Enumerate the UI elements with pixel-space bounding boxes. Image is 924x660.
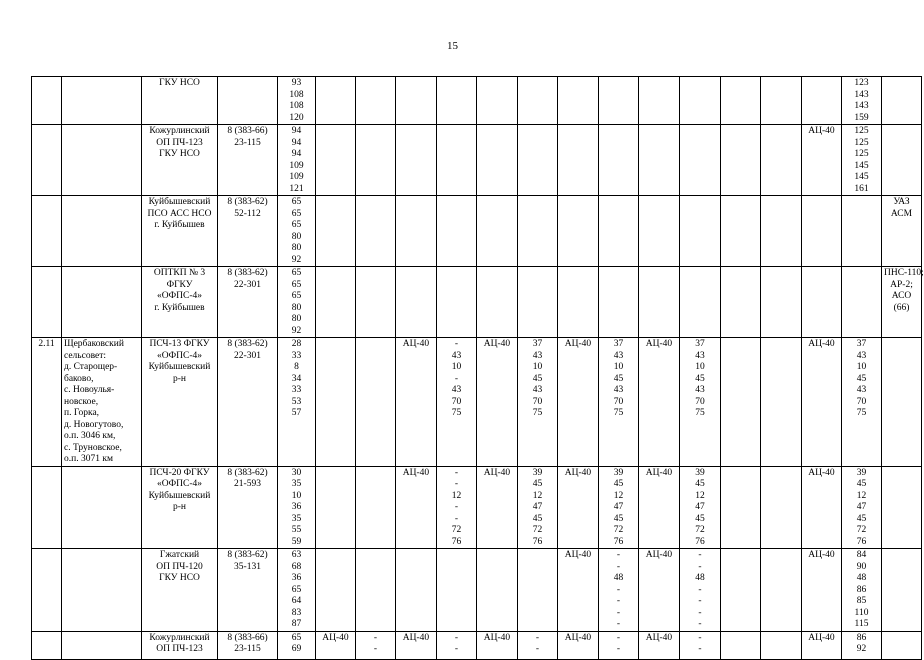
cell-id bbox=[32, 77, 62, 125]
cell-c16: 123 143 143 159 bbox=[842, 77, 882, 125]
cell-c6 bbox=[518, 196, 558, 267]
cell-c16 bbox=[842, 267, 882, 338]
cell-times: 65 65 65 80 80 92 bbox=[278, 267, 316, 338]
cell-times: 30 35 10 36 35 55 59 bbox=[278, 466, 316, 549]
cell-c4: - - bbox=[437, 631, 477, 659]
cell-extra bbox=[882, 77, 922, 125]
cell-c3 bbox=[396, 549, 437, 632]
cell-c8 bbox=[599, 77, 639, 125]
cell-c7: АЦ-40 bbox=[558, 466, 599, 549]
cell-times: 65 65 65 80 80 92 bbox=[278, 196, 316, 267]
cell-c15: АЦ-40 bbox=[802, 631, 842, 659]
cell-c9 bbox=[639, 196, 680, 267]
cell-c3 bbox=[396, 267, 437, 338]
cell-phone: 8 (383-62) 22-301 bbox=[218, 267, 278, 338]
table-row bbox=[32, 338, 922, 467]
cell-c5 bbox=[477, 125, 518, 196]
cell-c7 bbox=[558, 196, 599, 267]
cell-c7 bbox=[558, 77, 599, 125]
cell-c9: АЦ-40 bbox=[639, 338, 680, 467]
cell-times: 28 33 8 34 33 53 57 bbox=[278, 338, 316, 467]
cell-unit: ОПТКП № 3 ФГКУ «ОФПС-4» г. Куйбышев bbox=[142, 267, 218, 338]
cell-c12 bbox=[761, 267, 802, 338]
table-row bbox=[32, 77, 922, 125]
cell-c11 bbox=[721, 125, 761, 196]
cell-extra bbox=[882, 338, 922, 467]
page-number: 15 bbox=[447, 40, 458, 52]
cell-unit: Кожурлинский ОП ПЧ-123 bbox=[142, 631, 218, 659]
cell-c7: АЦ-40 bbox=[558, 549, 599, 632]
cell-c5: АЦ-40 bbox=[477, 631, 518, 659]
cell-c1 bbox=[316, 77, 356, 125]
cell-c15: АЦ-40 bbox=[802, 338, 842, 467]
cell-c2 bbox=[356, 338, 396, 467]
cell-c7: АЦ-40 bbox=[558, 631, 599, 659]
cell-unit: Куйбышевский ПСО АСС НСО г. Куйбышев bbox=[142, 196, 218, 267]
cell-c2: - - bbox=[356, 631, 396, 659]
cell-extra bbox=[882, 125, 922, 196]
cell-c16: 125 125 125 145 145 161 bbox=[842, 125, 882, 196]
cell-extra bbox=[882, 549, 922, 632]
cell-c9 bbox=[639, 267, 680, 338]
cell-c11 bbox=[721, 267, 761, 338]
cell-c10 bbox=[680, 267, 721, 338]
cell-c11 bbox=[721, 338, 761, 467]
cell-settlement: Щербаковский сельсовет: д. Старощер- баково, с. Новоулья- новское, п. Горка, д. Новогутово, о.п. 3046 км, с. Труновское, о.п. 3071 км bbox=[62, 338, 142, 467]
cell-c10: 37 43 10 45 43 70 75 bbox=[680, 338, 721, 467]
cell-c3 bbox=[396, 77, 437, 125]
cell-c7: АЦ-40 bbox=[558, 338, 599, 467]
cell-c9: АЦ-40 bbox=[639, 466, 680, 549]
cell-c11 bbox=[721, 196, 761, 267]
cell-c1 bbox=[316, 338, 356, 467]
cell-c15 bbox=[802, 196, 842, 267]
cell-c6: - - bbox=[518, 631, 558, 659]
cell-c12 bbox=[761, 466, 802, 549]
cell-c15: АЦ-40 bbox=[802, 466, 842, 549]
cell-c5 bbox=[477, 77, 518, 125]
cell-c2 bbox=[356, 267, 396, 338]
cell-c8: 39 45 12 47 45 72 76 bbox=[599, 466, 639, 549]
cell-c12 bbox=[761, 196, 802, 267]
cell-c4 bbox=[437, 549, 477, 632]
cell-c9: АЦ-40 bbox=[639, 631, 680, 659]
cell-settlement bbox=[62, 631, 142, 659]
cell-c4 bbox=[437, 125, 477, 196]
cell-times: 94 94 94 109 109 121 bbox=[278, 125, 316, 196]
cell-id bbox=[32, 549, 62, 632]
cell-phone bbox=[218, 77, 278, 125]
cell-settlement bbox=[62, 196, 142, 267]
cell-c9: АЦ-40 bbox=[639, 549, 680, 632]
cell-settlement bbox=[62, 125, 142, 196]
cell-c5: АЦ-40 bbox=[477, 338, 518, 467]
cell-c11 bbox=[721, 631, 761, 659]
cell-c12 bbox=[761, 631, 802, 659]
cell-phone: 8 (383-62) 22-301 bbox=[218, 338, 278, 467]
cell-c3 bbox=[396, 196, 437, 267]
cell-phone: 8 (383-62) 52-112 bbox=[218, 196, 278, 267]
cell-c1 bbox=[316, 466, 356, 549]
table-row bbox=[32, 549, 922, 632]
cell-c10: - - 48 - - - - bbox=[680, 549, 721, 632]
cell-c2 bbox=[356, 549, 396, 632]
cell-c1 bbox=[316, 267, 356, 338]
cell-c3 bbox=[396, 125, 437, 196]
cell-unit: ПСЧ-20 ФГКУ «ОФПС-4» Куйбышевский р-н bbox=[142, 466, 218, 549]
cell-extra: УАЗ АСМ bbox=[882, 196, 922, 267]
cell-c5: АЦ-40 bbox=[477, 466, 518, 549]
table-row bbox=[32, 196, 922, 267]
cell-c8: - - 48 - - - - bbox=[599, 549, 639, 632]
cell-c16 bbox=[842, 196, 882, 267]
cell-unit: ГКУ НСО bbox=[142, 77, 218, 125]
cell-id bbox=[32, 125, 62, 196]
cell-c9 bbox=[639, 77, 680, 125]
cell-unit: Кожурлинский ОП ПЧ-123 ГКУ НСО bbox=[142, 125, 218, 196]
cell-c4: - - 12 - - 72 76 bbox=[437, 466, 477, 549]
cell-c15: АЦ-40 bbox=[802, 549, 842, 632]
cell-c10: - - bbox=[680, 631, 721, 659]
cell-c4 bbox=[437, 196, 477, 267]
cell-settlement bbox=[62, 77, 142, 125]
cell-c4: - 43 10 - 43 70 75 bbox=[437, 338, 477, 467]
cell-phone: 8 (383-66) 23-115 bbox=[218, 125, 278, 196]
cell-times: 63 68 36 65 64 83 87 bbox=[278, 549, 316, 632]
cell-c6 bbox=[518, 77, 558, 125]
cell-c9 bbox=[639, 125, 680, 196]
cell-c3: АЦ-40 bbox=[396, 466, 437, 549]
cell-c16: 39 45 12 47 45 72 76 bbox=[842, 466, 882, 549]
fire-units-table bbox=[31, 76, 922, 660]
table-row bbox=[32, 267, 922, 338]
cell-phone: 8 (383-62) 35-131 bbox=[218, 549, 278, 632]
cell-c7 bbox=[558, 267, 599, 338]
cell-c10 bbox=[680, 196, 721, 267]
cell-c16: 84 90 48 86 85 110 115 bbox=[842, 549, 882, 632]
cell-id bbox=[32, 196, 62, 267]
cell-c8 bbox=[599, 196, 639, 267]
cell-c5 bbox=[477, 196, 518, 267]
cell-id bbox=[32, 267, 62, 338]
cell-c2 bbox=[356, 125, 396, 196]
cell-c12 bbox=[761, 549, 802, 632]
cell-settlement bbox=[62, 267, 142, 338]
cell-c8: - - bbox=[599, 631, 639, 659]
cell-c10 bbox=[680, 77, 721, 125]
cell-c6 bbox=[518, 125, 558, 196]
cell-phone: 8 (383-62) 21-593 bbox=[218, 466, 278, 549]
cell-c8 bbox=[599, 125, 639, 196]
cell-c6: 37 43 10 45 43 70 75 bbox=[518, 338, 558, 467]
cell-settlement bbox=[62, 466, 142, 549]
cell-c1: АЦ-40 bbox=[316, 631, 356, 659]
cell-c11 bbox=[721, 549, 761, 632]
cell-c6 bbox=[518, 549, 558, 632]
cell-id: 2.11 bbox=[32, 338, 62, 467]
cell-c5 bbox=[477, 549, 518, 632]
cell-c2 bbox=[356, 196, 396, 267]
cell-settlement bbox=[62, 549, 142, 632]
cell-c2 bbox=[356, 77, 396, 125]
cell-c1 bbox=[316, 549, 356, 632]
cell-c16: 37 43 10 45 43 70 75 bbox=[842, 338, 882, 467]
cell-c12 bbox=[761, 338, 802, 467]
cell-c3: АЦ-40 bbox=[396, 631, 437, 659]
cell-times: 93 108 108 120 bbox=[278, 77, 316, 125]
cell-c10 bbox=[680, 125, 721, 196]
cell-c15 bbox=[802, 77, 842, 125]
cell-c15: АЦ-40 bbox=[802, 125, 842, 196]
cell-c4 bbox=[437, 267, 477, 338]
cell-c6: 39 45 12 47 45 72 76 bbox=[518, 466, 558, 549]
table-row bbox=[32, 631, 922, 659]
cell-c10: 39 45 12 47 45 72 76 bbox=[680, 466, 721, 549]
cell-c15 bbox=[802, 267, 842, 338]
cell-phone: 8 (383-66) 23-115 bbox=[218, 631, 278, 659]
cell-times: 65 69 bbox=[278, 631, 316, 659]
cell-unit: ПСЧ-13 ФГКУ «ОФПС-4» Куйбышевский р-н bbox=[142, 338, 218, 467]
cell-c2 bbox=[356, 466, 396, 549]
cell-id bbox=[32, 466, 62, 549]
cell-c12 bbox=[761, 77, 802, 125]
cell-c12 bbox=[761, 125, 802, 196]
cell-c5 bbox=[477, 267, 518, 338]
table-row bbox=[32, 466, 922, 549]
cell-c11 bbox=[721, 77, 761, 125]
cell-c4 bbox=[437, 77, 477, 125]
cell-id bbox=[32, 631, 62, 659]
cell-c11 bbox=[721, 466, 761, 549]
cell-extra bbox=[882, 631, 922, 659]
cell-unit: Гжатский ОП ПЧ-120 ГКУ НСО bbox=[142, 549, 218, 632]
cell-c16: 86 92 bbox=[842, 631, 882, 659]
cell-c3: АЦ-40 bbox=[396, 338, 437, 467]
cell-extra bbox=[882, 466, 922, 549]
table-row bbox=[32, 125, 922, 196]
cell-c8 bbox=[599, 267, 639, 338]
cell-c7 bbox=[558, 125, 599, 196]
cell-c1 bbox=[316, 125, 356, 196]
cell-c6 bbox=[518, 267, 558, 338]
cell-extra: ПНС-110; АР-2; АСО (66) bbox=[882, 267, 922, 338]
cell-c1 bbox=[316, 196, 356, 267]
cell-c8: 37 43 10 45 43 70 75 bbox=[599, 338, 639, 467]
